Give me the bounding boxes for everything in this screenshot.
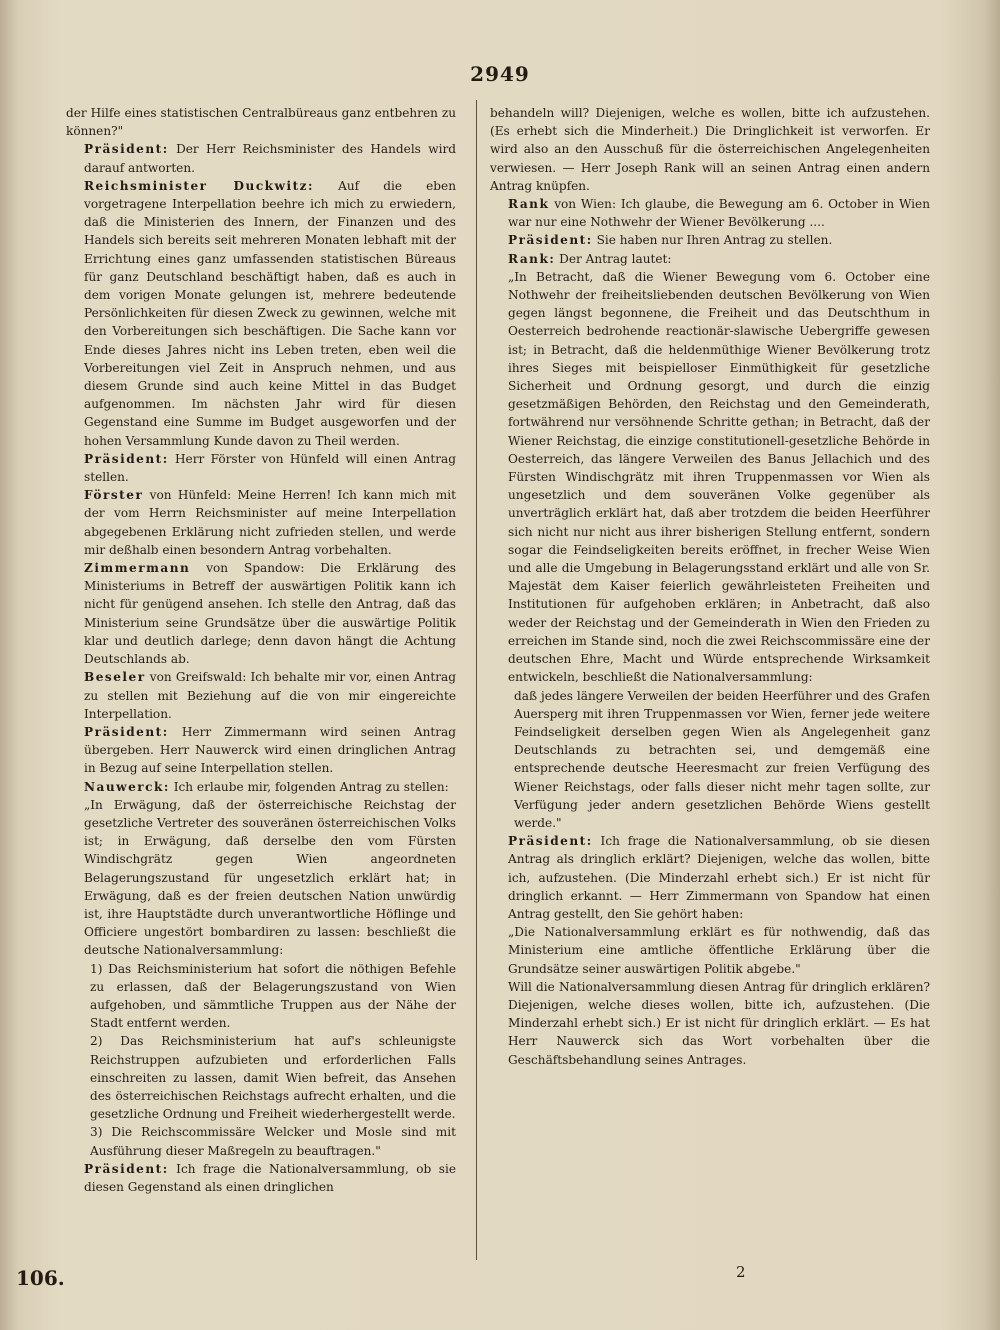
paragraph-text: Sie haben nur Ihren Antrag zu stellen. <box>596 233 833 248</box>
speaker-name: Präsident: <box>84 724 169 739</box>
paragraph <box>490 231 930 249</box>
speaker-name: Rank <box>508 197 550 212</box>
speaker-name: Zimmermann <box>84 561 191 576</box>
paragraph-text: Auf die eben vorgetragene Interpellation beehre ich mich zu erwiedern, daß die Ministerien des Innern, der Finanzen und des Handels sich bereits seit mehreren Monaten lebhaft mit der Errichtung eines ganz umfassenden statistischen Büreaus für ganz Deutschland beschäftigt haben, daß es auch in dem vorigen Monate gelungen ist, mehrere bedeutende Persönlichkeiten für diesen Zweck zu gewinnen, welche mit den Vorbereitungen sich beschäftigen. Die Sache kann vor Ende dieses Jahres nicht ins Leben treten, eben weil die Vorbereitungen viel Zeit in Anspruch nehmen, und aus diesem Grunde sind auch keine Mittel in das Budget aufgenommen. Im nächsten Jahr wird für diesen Gegenstand eine Summe im Budget ausgeworfen und der hohen Versammlung Kunde davon zu Theil werden. <box>84 178 456 448</box>
paragraph-text: 2) Das Reichsministerium hat auf's schleunigste Reichstruppen aufzubieten und erforderlichen Falls einschreiten zu lassen, damit Wien befreit, das Ansehen des österreichischen Reichstags aufrecht erhalten, und die gesetzliche Ordnung und Freiheit wiederhergestellt werde. <box>90 1034 456 1122</box>
paragraph-text: von Wien: Ich glaube, die Bewegung am 6. October in Wien war nur eine Nothwehr der Wiener Bevölkerung .... <box>508 197 930 230</box>
quoted-motion <box>66 796 456 960</box>
speaker-name: Reichsminister Duckwitz: <box>84 178 314 193</box>
speaker-name: Präsident: <box>84 451 169 466</box>
speaker-name: Präsident: <box>84 1161 169 1176</box>
speaker-name: Nauwerck: <box>84 779 170 794</box>
paragraph <box>66 559 456 668</box>
column-divider <box>476 100 477 1260</box>
paragraph <box>66 104 456 140</box>
paragraph <box>66 1160 456 1196</box>
speaker-name: Präsident: <box>508 233 593 248</box>
sheet-number: 2 <box>736 1263 746 1281</box>
paragraph <box>66 140 456 176</box>
paragraph-text: Herr Zimmermann wird seinen Antrag übergeben. Herr Nauwerck wird einen dringlichen Antrag in Bezug auf seine Interpellation stellen. <box>84 724 456 776</box>
page-number: 2949 <box>470 62 530 86</box>
paragraph <box>66 778 456 796</box>
paragraph-text: von Greifswald: Ich behalte mir vor, einen Antrag zu stellen mit Beziehung auf die von mir eingereichte Interpellation. <box>84 670 456 721</box>
paragraph <box>66 723 456 778</box>
paragraph <box>66 668 456 723</box>
paragraph-text: der Hilfe eines statistischen Centralbüreaus ganz entbehren zu können?" <box>66 106 456 139</box>
paragraph-text: daß jedes längere Verweilen der beiden Heerführer und des Grafen Auersperg mit ihren Truppenmassen vor Wien, ferner jede weitere Feindseligkeit derselben gegen Wien als Angelegenheit ganz Deutschlands zu betrachten sei, und demgemäß eine entsprechende deutsche Heeresmacht zur freien Verfügung des Wiener Reichstags, oder falls dieser nicht mehr tagen sollte, zur Verfügung jeder andern gesetzlichen Behörde Wiens gestellt werde." <box>514 688 930 830</box>
list-item <box>66 1032 456 1123</box>
paragraph-text: Ich erlaube mir, folgenden Antrag zu stellen: <box>173 779 449 794</box>
left-column <box>66 104 456 1196</box>
paragraph <box>490 250 930 268</box>
speaker-name: Rank: <box>508 251 556 266</box>
paragraph-text: von Hünfeld: Meine Herren! Ich kann mich mit der vom Herrn Reichsminister auf meine Interpellation abgegebenen Erklärung nicht zufrieden stellen, und werde mir deßhalb einen besondern Antrag vorbehalten. <box>84 488 456 557</box>
quoted-motion <box>490 268 930 687</box>
paragraph <box>490 195 930 231</box>
right-column <box>490 104 930 1069</box>
paragraph <box>490 832 930 923</box>
paragraph-text: von Spandow: Die Erklärung des Ministeriums in Betreff der auswärtigen Politik kann ich nicht für genügend ansehen. Ich stelle den Antrag, daß das Ministerium seine Grundsätze über die auswärtige Politik klar und deutlich darlege; denn davon hängt die Achtung Deutschlands ab. <box>84 561 456 667</box>
speaker-name: Beseler <box>84 670 146 685</box>
paragraph <box>490 978 930 1069</box>
paragraph-text: Ich frage die Nationalversammlung, ob sie diesen Antrag als dringlich erklärt? Diejenigen, welche das wollen, bitte ich, aufzustehen. (Die Minderzahl erhebt sich.) Er ist nicht für dringlich erkannt. — Herr Zimmermann von Spandow hat einen Antrag gestellt, den Sie gehört haben: <box>508 834 930 921</box>
paragraph <box>66 486 456 559</box>
paragraph-text: „In Betracht, daß die Wiener Bewegung vom 6. October eine Nothwehr der freiheitsliebenden deutschen Bevölkerung von Wien gegen längst begonnene, die Freiheit und das Deutschthum in Oesterreich bedrohende reactionär-slawische Uebergriffe gewesen ist; in Betracht, daß die heldenmüthige Wiener Bevölkerung trotz ihres Sieges mit beispielloser Einmüthigkeit für gesetzliche Sicherheit und Ordnung gesorgt, und durch die einzig gesetzmäßigen Behörden, den Reichstag und den Gemeinderath, fortwährend nur versöhnende Schritte gethan; in Betracht, daß der Wiener Reichstag, die einzige constitutionell-gesetzliche Behörde in Oesterreich, das längere Verweilen des Banus Jellachich und des Fürsten Windischgrätz mit ihren Truppenmassen vor Wien als ungesetzlich und dem souveränen Volke gegenüber als unverträglich erklärt hat, daß aber trotzdem die beiden Heerführer sich nicht nur nicht aus ihrer bisherigen Stellung entfernt, sondern sogar die Feindseligkeiten bereits eröffnet, in frecher Weise Wien und alle die Umgebung in Belagerungsstand erklärt und alle von Sr. Majestät dem Kaiser feierlich gewährleisteten Freiheiten und Institutionen für aufgehoben erklären; in Anbetracht, daß also weder der Reichstag und der Gemeinderath in Wien den Frieden zu erreichen im Stande sind, noch die zwei Reichscommissäre eine der deutschen Ehre, Macht und Würde entsprechende Wirksamkeit entwickeln, beschließt die Nationalversammlung: <box>508 269 930 685</box>
speaker-name: Präsident: <box>508 834 593 849</box>
paragraph <box>66 450 456 486</box>
list-item <box>66 960 456 1033</box>
paragraph-text: behandeln will? Diejenigen, welche es wollen, bitte ich aufzustehen. (Es erhebt sich die Minderheit.) Die Dringlichkeit ist verworfen. Er wird also an den Ausschuß für die österreichischen Angelegenheiten verwiesen. — Herr Joseph Rank will an seinen Antrag einen andern Antrag knüpfen. <box>490 106 930 193</box>
speaker-name: Förster <box>84 488 144 503</box>
paragraph-text: „In Erwägung, daß der österreichische Reichstag der gesetzliche Vertreter des souveränen österreichischen Volks ist; in Erwägung, daß derselbe den vom Fürsten Windischgrätz gegen Wien angeordneten Belagerungszustand für ungesetzlich erklärt hat; in Erwägung, daß es der freien deutschen Nation unwürdig ist, ihre Hauptstädte durch unverantwortliche Höflinge und Officiere ungestört bombardiren zu lassen: beschließt die deutsche Nationalversammlung: <box>84 797 456 958</box>
paragraph-text: 1) Das Reichsministerium hat sofort die nöthigen Befehle zu erlassen, daß der Belagerungszustand von Wien aufgehoben, und sämmtliche Truppen aus der Nähe der Stadt entfernt werden. <box>90 961 456 1031</box>
list-item <box>66 1123 456 1159</box>
paragraph <box>66 177 456 450</box>
list-item <box>490 687 930 833</box>
paragraph-text: Will die Nationalversammlung diesen Antrag für dringlich erklären? Diejenigen, welche dieses wollen, bitte ich, aufzustehen. (Die Minderzahl erhebt sich.) Er ist nicht für dringlich erklärt. — Es hat Herr Nauwerck sich das Wort vorbehalten über die Geschäftsbehandlung seines Antrages. <box>508 979 930 1067</box>
paragraph-text: Herr Förster von Hünfeld will einen Antrag stellen. <box>84 451 456 485</box>
paragraph-text: „Die Nationalversammlung erklärt es für nothwendig, daß das Ministerium eine amtliche öffentliche Erklärung über die Grundsätze seiner auswärtigen Politik abgebe." <box>508 925 930 976</box>
paragraph <box>490 104 930 195</box>
paragraph-text: 3) Die Reichscommissäre Welcker und Mosle sind mit Ausführung dieser Maßregeln zu beauftragen." <box>90 1125 456 1158</box>
quoted-motion <box>490 923 930 978</box>
signature-mark: 106. <box>16 1266 65 1290</box>
paragraph-text: Ich frage die Nationalversammlung, ob sie diesen Gegenstand als einen dringlichen <box>84 1161 456 1194</box>
paragraph-text: Der Antrag lautet: <box>559 251 672 266</box>
speaker-name: Präsident: <box>84 142 169 157</box>
paragraph-text: Der Herr Reichsminister des Handels wird darauf antworten. <box>84 142 456 175</box>
